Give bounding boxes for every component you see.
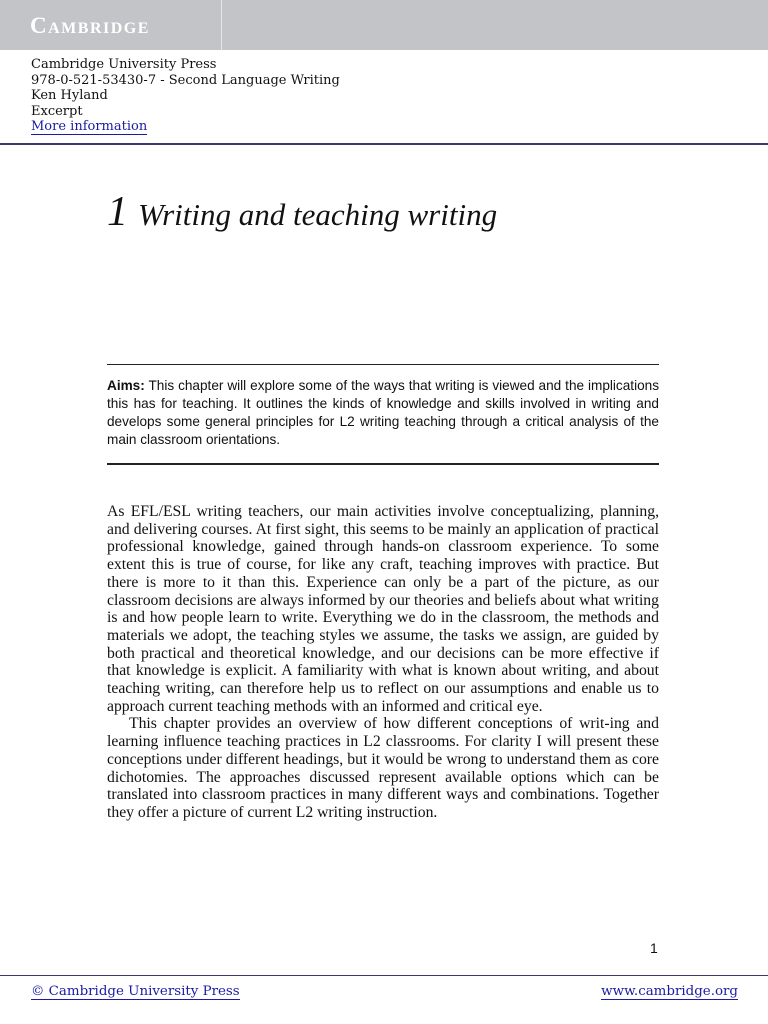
footer-divider (0, 975, 768, 976)
chapter-heading (107, 188, 497, 236)
aims-label: Aims: (107, 378, 145, 393)
isbn-title: 978-0-521-53430-7 - Second Language Writing (31, 72, 340, 88)
author-name: Ken Hyland (31, 88, 108, 104)
website-link[interactable]: www.cambridge.org (601, 984, 738, 999)
page-number: 1 (650, 940, 658, 956)
publisher-banner (0, 0, 768, 50)
book-metadata (31, 57, 340, 135)
header-divider (0, 143, 768, 145)
body-text (107, 503, 659, 822)
publisher-logo[interactable]: Cambridge (30, 13, 150, 38)
aims-box (107, 364, 659, 465)
aims-paragraph (107, 377, 659, 449)
body-paragraph: This chapter provides an overview of how different conceptions of writ-ing and learning influence teaching practices in L2 classrooms. For clarity I will present these conceptions under different headings, but it would be wrong to understand them as core dichotomies. The approaches discussed represent available options which can be translated into classroom practices in many different ways and combinations. Together they offer a picture of current L2 writing instruction. (107, 715, 659, 821)
body-paragraph: As EFL/ESL writing teachers, our main activities involve conceptualizing, planning, and delivering courses. At first sight, this seems to be mainly an application of practical professional knowledge, gained through hands-on classroom experience. To some extent this is true of course, for like any craft, teaching improves with practice. But there is more to it than this. Experience can only be a part of the picture, as our classroom decisions are always informed by our theories and beliefs about what writing is and how people learn to write. Everything we do in the classroom, the methods and materials we adopt, the teaching styles we assume, the tasks we assign, are guided by both practical and theoretical knowledge, and our decisions can be more effective if that knowledge is explicit. A familiarity with what is known about writing, and about teaching writing, can therefore help us to reflect on our assumptions and enable us to approach current teaching methods with an informed and critical eye. (107, 503, 659, 715)
excerpt-label: Excerpt (31, 103, 83, 119)
more-information-link[interactable]: More information (31, 119, 148, 135)
copyright-link[interactable]: © Cambridge University Press (31, 984, 240, 999)
chapter-number: 1 (107, 189, 128, 235)
chapter-title: Writing and teaching writing (138, 197, 498, 232)
aims-text: This chapter will explore some of the ways that writing is viewed and the implications this has for teaching. It outlines the kinds of knowledge and skills involved in writing and develops some general principles for L2 writing teaching through a critical analysis of the main classroom orientations. (107, 378, 659, 447)
brand-box (0, 0, 222, 50)
publisher-name: Cambridge University Press (31, 57, 217, 72)
